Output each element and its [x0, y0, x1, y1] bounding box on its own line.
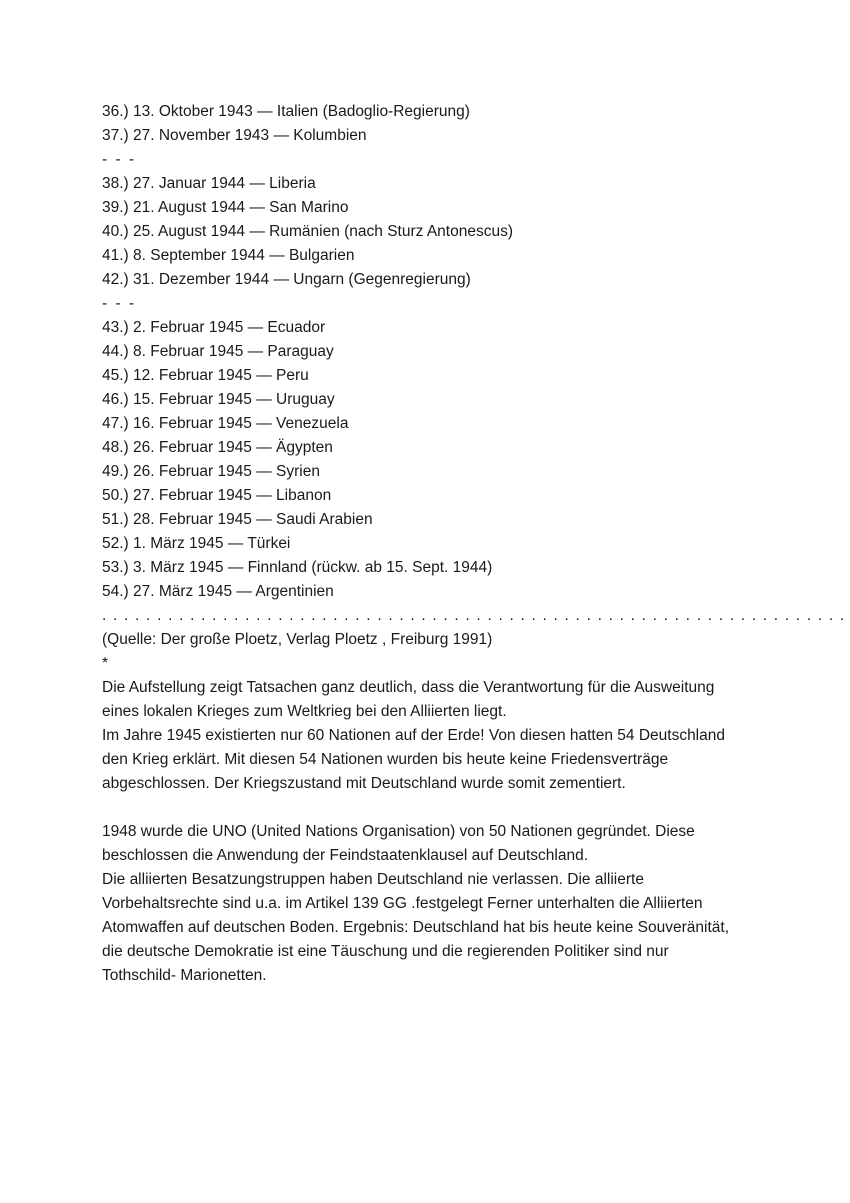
paragraph-uno	[102, 820, 762, 988]
document-content	[102, 100, 846, 988]
list-item: 37.) 27. November 1943 — Kolumbien	[102, 127, 367, 144]
list-item: 40.) 25. August 1944 — Rumänien (nach Sturz Antonescus)	[102, 223, 513, 240]
list-item: 42.) 31. Dezember 1944 — Ungarn (Gegenregierung)	[102, 271, 471, 288]
paragraph-line: Die alliierten Besatzungstruppen haben Deutschland nie verlassen. Die alliierte	[102, 871, 644, 888]
list-item: 36.) 13. Oktober 1943 — Italien (Badoglio-Regierung)	[102, 103, 470, 120]
paragraph-responsibility	[102, 676, 762, 796]
paragraph-line: den Krieg erklärt. Mit diesen 54 Nationen wurden bis heute keine Friedensverträge	[102, 751, 669, 768]
war-declaration-list-1944	[102, 172, 762, 292]
paragraph-line: eines lokalen Krieges zum Weltkrieg bei den Alliierten liegt.	[102, 703, 507, 720]
war-declaration-list-1943	[102, 100, 762, 148]
list-item: 49.) 26. Februar 1945 — Syrien	[102, 463, 320, 480]
source-citation: (Quelle: Der große Ploetz, Verlag Ploetz , Freiburg 1991)	[102, 631, 493, 648]
section-separator: - - -	[102, 295, 137, 312]
list-item: 45.) 12. Februar 1945 — Peru	[102, 367, 309, 384]
paragraph-line: die deutsche Demokratie ist eine Täuschung und die regierenden Politiker sind nur	[102, 943, 669, 960]
paragraph-line: Die Aufstellung zeigt Tatsachen ganz deutlich, dass die Verantwortung für die Ausweitung	[102, 679, 715, 696]
list-item: 39.) 21. August 1944 — San Marino	[102, 199, 349, 216]
list-item: 43.) 2. Februar 1945 — Ecuador	[102, 319, 326, 336]
list-item: 50.) 27. Februar 1945 — Libanon	[102, 487, 332, 504]
list-item: 53.) 3. März 1945 — Finnland (rückw. ab 15. Sept. 1944)	[102, 559, 493, 576]
list-item: 52.) 1. März 1945 — Türkei	[102, 535, 291, 552]
list-item: 44.) 8. Februar 1945 — Paraguay	[102, 343, 334, 360]
list-item: 46.) 15. Februar 1945 — Uruguay	[102, 391, 335, 408]
list-item: 38.) 27. Januar 1944 — Liberia	[102, 175, 316, 192]
asterisk-marker: *	[102, 655, 109, 672]
section-separator: - - -	[102, 151, 137, 168]
paragraph-line: Vorbehaltsrechte sind u.a. im Artikel 139 GG .festgelegt Ferner unterhalten die Alliierten	[102, 895, 703, 912]
paragraph-line: beschlossen die Anwendung der Feindstaatenklausel auf Deutschland.	[102, 847, 588, 864]
war-declaration-list-1945	[102, 316, 762, 604]
list-item: 51.) 28. Februar 1945 — Saudi Arabien	[102, 511, 373, 528]
paragraph-line: Im Jahre 1945 existierten nur 60 Nationen auf der Erde! Von diesen hatten 54 Deutschland	[102, 727, 725, 744]
paragraph-line: abgeschlossen. Der Kriegszustand mit Deutschland wurde somit zementiert.	[102, 775, 626, 792]
paragraph-line: Tothschild- Marionetten.	[102, 967, 267, 984]
paragraph-gap	[102, 796, 762, 820]
paragraph-line: 1948 wurde die UNO (United Nations Organisation) von 50 Nationen gegründet. Diese	[102, 823, 695, 840]
list-item: 48.) 26. Februar 1945 — Ägypten	[102, 439, 333, 456]
paragraph-line: Atomwaffen auf deutschen Boden. Ergebnis: Deutschland hat bis heute keine Souveränität,	[102, 919, 730, 936]
list-item: 41.) 8. September 1944 — Bulgarien	[102, 247, 355, 264]
list-item: 47.) 16. Februar 1945 — Venezuela	[102, 415, 349, 432]
dotted-rule: . . . . . . . . . . . . . . . . . . . . . . . . . . . . . . . . . . . . . . . . . . . . . . . . . . . . . . . . . . . . . . . . . . . .	[102, 607, 846, 624]
list-item: 54.) 27. März 1945 — Argentinien	[102, 583, 334, 600]
